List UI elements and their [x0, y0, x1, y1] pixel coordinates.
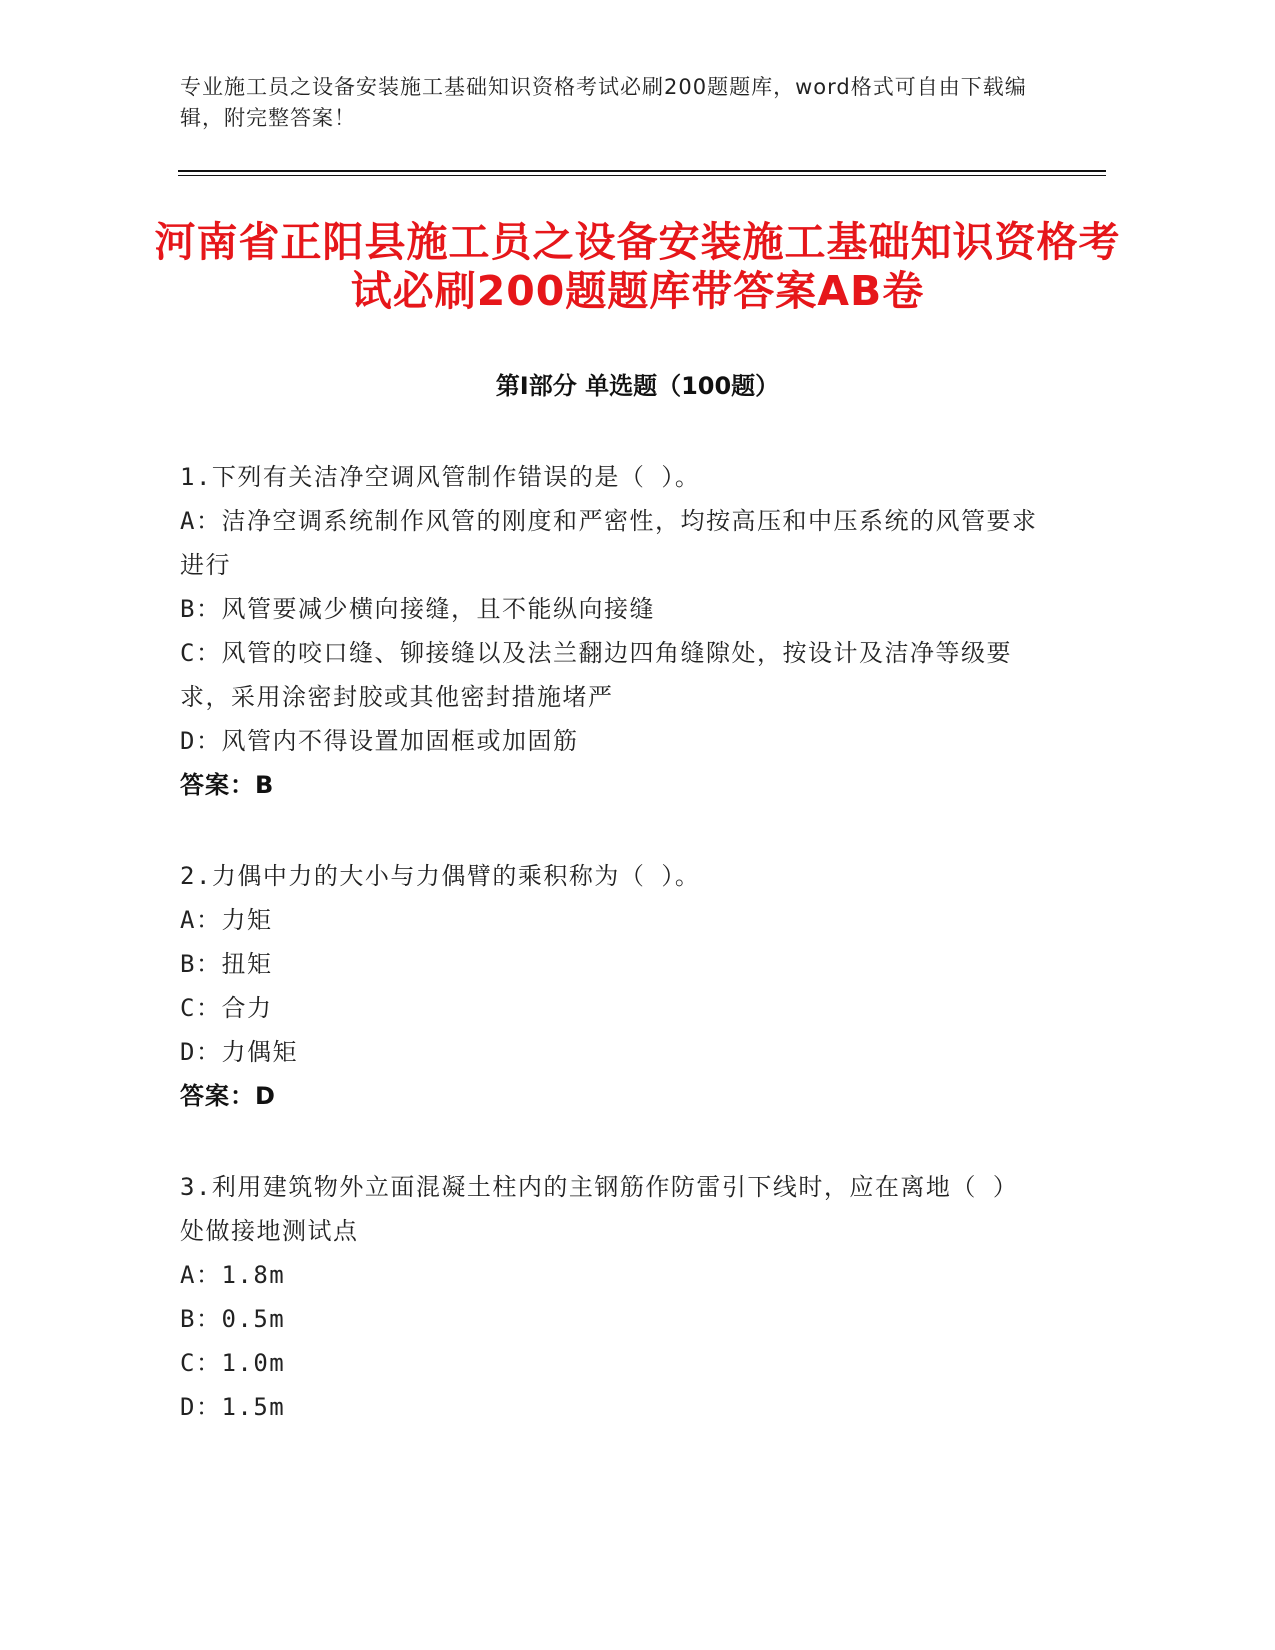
answer: 答案：B — [180, 771, 275, 799]
section-title: 第Ⅰ部分 单选题（100题） — [495, 372, 780, 400]
header-note: 专业施工员之设备安装施工基础知识资格考试必刷200题题库，word格式可自由下载编辑，附完整答案！ — [180, 75, 1027, 130]
option-d: D：风管内不得设置加固框或加固筋 — [180, 727, 579, 755]
question-stem: 3.利用建筑物外立面混凝土柱内的主钢筋作防雷引下线时，应在离地（ ）处做接地测试点 — [180, 1173, 1019, 1245]
option-b: B：风管要减少横向接缝，且不能纵向接缝 — [180, 595, 655, 623]
option-a: A：力矩 — [180, 906, 273, 934]
header-divider-thin — [178, 175, 1106, 176]
option-b: B：扭矩 — [180, 950, 273, 978]
option-c: C：风管的咬口缝、铆接缝以及法兰翻边四角缝隙处，按设计及洁净等级要求，采用涂密封胶或其他密封措施堵严 — [180, 639, 1012, 711]
question-stem: 2.力偶中力的大小与力偶臂的乘积称为（ ）。 — [180, 862, 701, 890]
document-title: 河南省正阳县施工员之设备安装施工基础知识资格考试必刷200题题库带答案AB卷 — [154, 218, 1121, 315]
answer: 答案：D — [180, 1082, 276, 1110]
option-a: A：洁净空调系统制作风管的刚度和严密性，均按高压和中压系统的风管要求进行 — [180, 507, 1038, 579]
option-a: A：1.8m — [180, 1261, 286, 1289]
option-d: D：力偶矩 — [180, 1038, 298, 1066]
question-1 — [180, 455, 1040, 807]
header-divider-thick — [178, 170, 1106, 172]
option-c: C：1.0m — [180, 1349, 286, 1377]
question-stem: 1.下列有关洁净空调风管制作错误的是（ ）。 — [180, 463, 701, 491]
option-b: B：0.5m — [180, 1305, 286, 1333]
question-3 — [180, 1165, 1040, 1429]
option-d: D：1.5m — [180, 1393, 286, 1421]
question-list — [180, 455, 1040, 1476]
option-c: C：合力 — [180, 994, 273, 1022]
question-2 — [180, 854, 1040, 1118]
